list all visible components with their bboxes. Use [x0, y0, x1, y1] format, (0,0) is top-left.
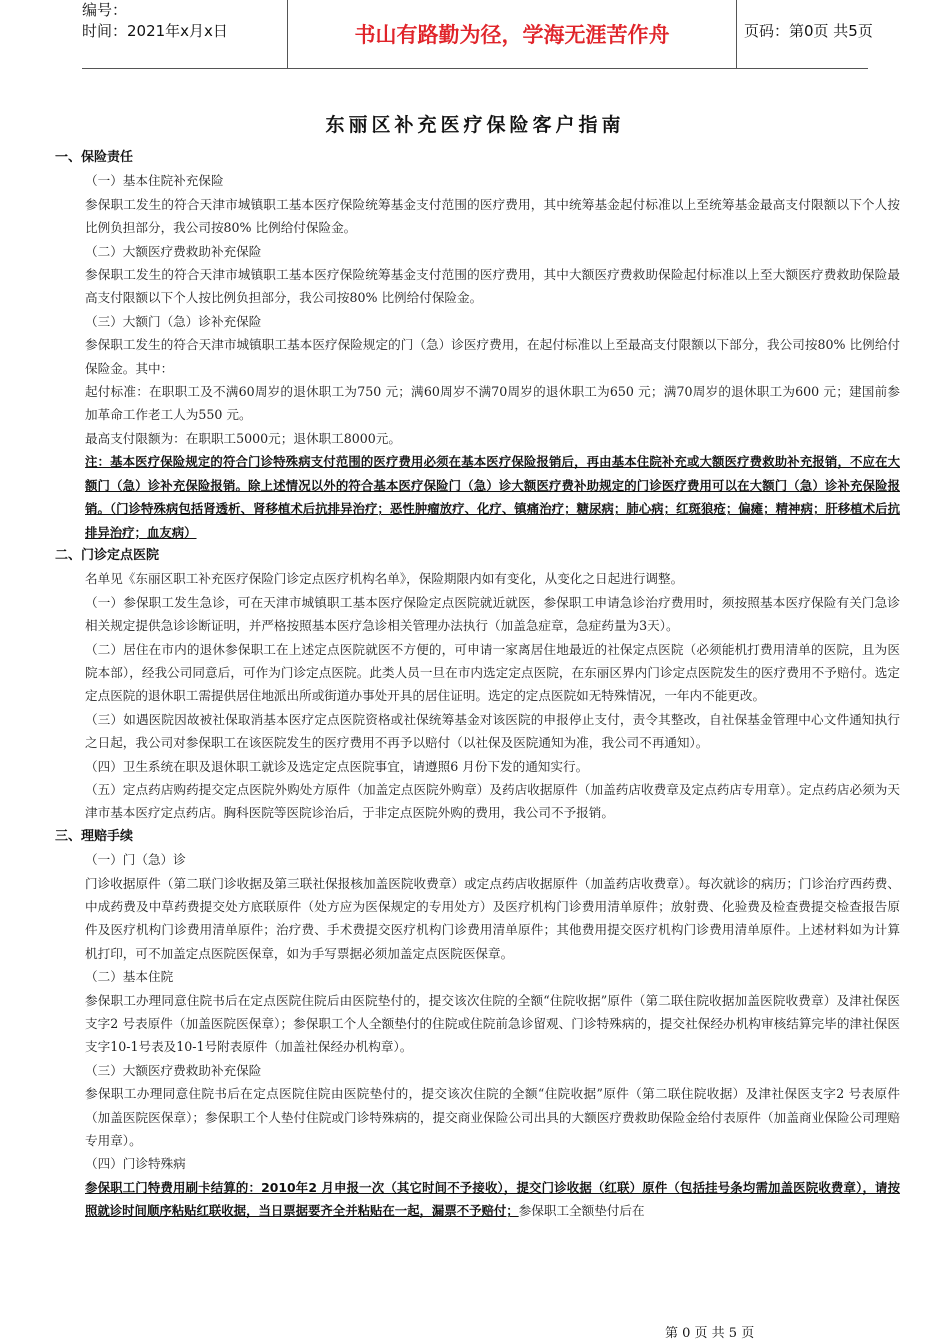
subsection-title: （二）基本住院: [85, 969, 174, 985]
subsection-title: （一）门（急）诊: [85, 852, 186, 868]
paragraph: 参保职工办理同意住院书后在定点医院住院后由医院垫付的，提交该次住院的全额“住院收据”原件（第二联住院收据加盖医院收费章）及津社保医支字2 号表原件（加盖医院医保章）；参保职工个人全额垫付的住院或住院前急诊留观、门诊特殊病的，提交社保经办机构审核结算完毕的津社保医支字10-1号表及10-1号附表原件（加盖社保经办机构章）。: [85, 992, 900, 1055]
section-heading-3: 三、理赔手续: [55, 828, 134, 844]
paragraph: 参保职工办理同意住院书后在定点医院住院由医院垫付的，提交该次住院的全额“住院收据”原件（第二联住院收据）及津社保医支字2 号表原件（加盖医院医保章）；参保职工个人垫付住院或门诊特殊病的，提交商业保险公司出具的大额医疗费救助保险金给付表原件（加盖商业保险公司理赔专用章）。: [85, 1086, 900, 1149]
paragraph: 门诊收据原件（第二联门诊收据及第三联社保报核加盖医院收费章）或定点药店收据原件（加盖药店收费章）。每次就诊的病历；门诊治疗西药费、中成药费及中草药费提交处方底联原件（处方应为医保规定的专用处方）及医疗机构门诊费用清单原件；放射费、化验费及检查费提交检查报告原件及医疗机构门诊费用清单原件；治疗费、手术费提交医疗机构门诊费用清单原件；其他费用提交医疗机构门诊费用清单原件。上述材料如为计算机打印，可不加盖定点医院医保章，如为手写票据必须加盖定点医院医保章。: [85, 875, 900, 961]
subsection-title: （三）大额医疗费救助补充保险: [85, 1062, 262, 1078]
subsection-title: （三）大额门（急）诊补充保险: [85, 313, 262, 329]
header-motto: 书山有路勤为径，学海无涯苦作舟: [287, 0, 737, 68]
header-meta: [82, 0, 282, 68]
paragraph: 参保职工发生的符合天津市城镇职工基本医疗保险统筹基金支付范围的医疗费用，其中大额医疗费救助保险起付标准以上至大额医疗费救助保险最高支付限额以下个人按比例负担部分，我公司按80% 比例给付保险金。: [85, 267, 900, 306]
paragraph: 起付标准：在职职工及不满60周岁的退休职工为750 元；满60周岁不满70周岁的退休职工为650 元；满70周岁的退休职工为600 元；建国前参加革命工作老工人为550 元。: [85, 384, 900, 423]
paragraph-text: 参保职工全额垫付后在: [518, 1203, 645, 1219]
doc-time-label: 时间：2021年x月x日: [82, 22, 228, 40]
page-footer: 第 0 页 共 5 页: [665, 1326, 755, 1341]
note-paragraph: 注：基本医疗保险规定的符合门诊特殊病支付范围的医疗费用必须在基本医疗保险报销后，再由基本住院补充或大额医疗费救助补充报销，不应在大额门（急）诊补充保险报销。除上述情况以外的符合基本医疗保险门（急）诊大额医疗费补助规定的门诊医疗费用可以在大额门（急）诊补充保险报销。（门诊特殊病包括肾透析、肾移植术后抗排异治疗；恶性肿瘤放疗、化疗、镇痛治疗；糖尿病；肺心病；红斑狼疮；偏瘫；精神病；肝移植术后抗排异治疗；血友病）: [85, 454, 900, 540]
doc-number-label: 编号：: [82, 1, 128, 19]
document-body: [55, 146, 900, 1223]
section-heading-1: 一、保险责任: [55, 150, 134, 165]
paragraph: （三）如遇医院因故被社保取消基本医疗定点医院资格或社保统筹基金对该医院的申报停止支付，责令其整改，自社保基金管理中心文件通知执行之日起，我公司对参保职工在该医院发生的医疗费用不再予以赔付（以社保及医院通知为准，我公司不再通知）。: [85, 711, 900, 751]
header-page-info: 页码：第0页 共5页: [744, 22, 873, 40]
paragraph: 最高支付限额为：在职职工5000元；退休职工8000元。: [85, 430, 401, 446]
paragraph: 名单见《东丽区职工补充医疗保险门诊定点医疗机构名单》，保险期限内如有变化，从变化之日起进行调整。: [85, 571, 684, 587]
paragraph: （一）参保职工发生急诊，可在天津市城镇职工基本医疗保险定点医院就近就医，参保职工申请急诊治疗费用时，须按照基本医疗保险有关门急诊相关规定提供急诊诊断证明，并严格按照基本医疗急诊相关管理办法执行（加盖急症章，急症药量为3天）。: [85, 594, 900, 634]
paragraph: （四）卫生系统在职及退休职工就诊及选定定点医院事宜，请遵照6 月份下发的通知实行。: [85, 758, 589, 774]
emphasized-text: 参保职工门特费用刷卡结算的：2010年2 月申报一次（其它时间不予接收），提交门诊收据（红联）原件（包括挂号条均需加盖医院收费章），请按照就诊时间顺序粘贴红联收据，当日票据要齐全并粘贴在一起，漏票不予赔付；: [85, 1179, 900, 1219]
page-header: [82, 0, 873, 69]
paragraph: （二）居住在市内的退休参保职工在上述定点医院就医不方便的，可申请一家离居住地最近的社保定点医院（必须能机打费用清单的医院，且为医院本部），经我公司同意后，可作为门诊定点医院。此类人员一旦在市内选定定点医院，在东丽区界内门诊定点医院发生的医疗费用不予赔付。选定定点医院的退休职工需提供居住地派出所或街道办事处开具的居住证明。选定的定点医院如无特殊情况，一年内不能更改。: [85, 641, 900, 704]
subsection-title: （四）门诊特殊病: [85, 1156, 186, 1172]
paragraph: （五）定点药店购药提交定点医院外购处方原件（加盖定点医院外购章）及药店收据原件（加盖药店收费章及定点药店专用章）。定点药店必须为天津市基本医疗定点药店。胸科医院等医院诊治后，于非定点医院外购的费用，我公司不予报销。: [85, 781, 900, 821]
subsection-title: （一）基本住院补充保险: [85, 173, 224, 189]
paragraph: 参保职工发生的符合天津市城镇职工基本医疗保险规定的门（急）诊医疗费用，在起付标准以上至最高支付限额以下部分，我公司按80% 比例给付保险金。其中：: [85, 337, 900, 376]
document-title: 东丽区补充医疗保险客户指南: [325, 114, 625, 136]
paragraph: 参保职工发生的符合天津市城镇职工基本医疗保险统筹基金支付范围的医疗费用，其中统筹基金起付标准以上至统筹基金最高支付限额以下个人按比例负担部分，我公司按80% 比例给付保险金。: [85, 196, 900, 236]
paragraph: [55, 1176, 900, 1223]
section-heading-2: 二、门诊定点医院: [55, 547, 160, 563]
subsection-title: （二）大额医疗费救助补充保险: [85, 243, 262, 259]
